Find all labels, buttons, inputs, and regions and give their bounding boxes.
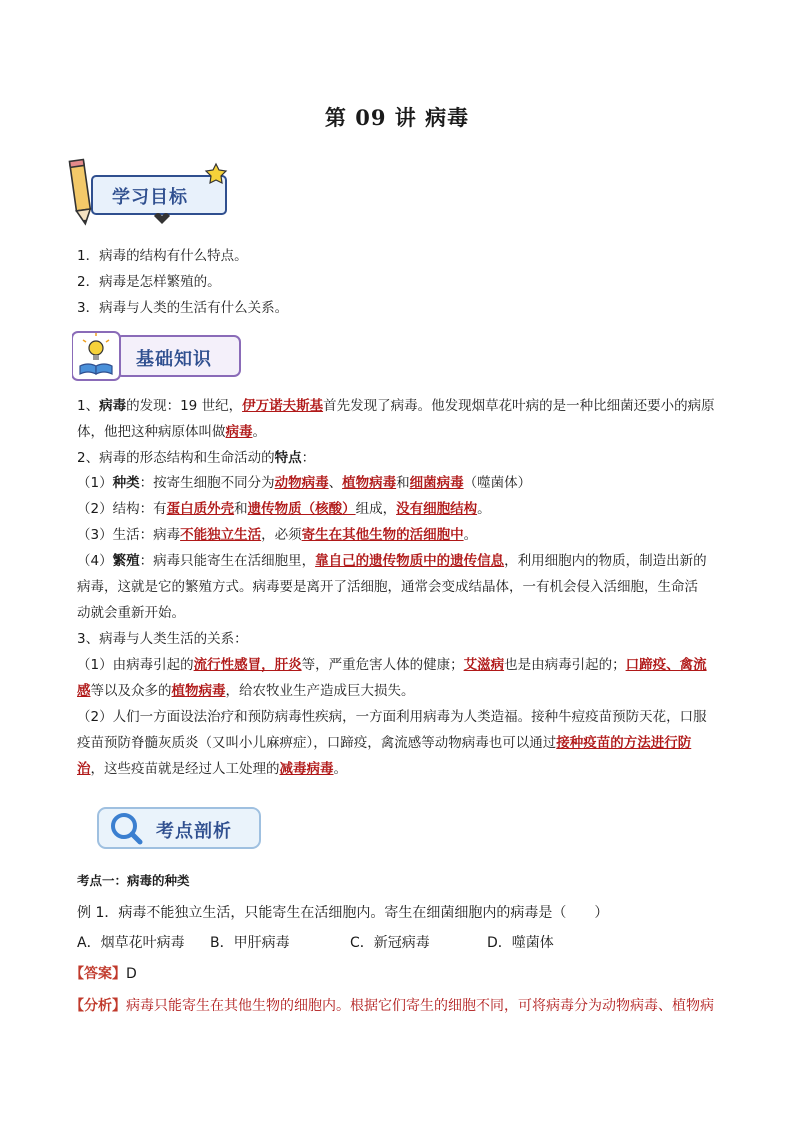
knowledge-3-2-line-3: 治，这些疫苗就是经过人工处理的减毒病毒。 <box>77 761 347 777</box>
example-question: 例 1．病毒不能独立生活，只能寄生在活细胞内。寄生在细菌细胞内的病毒是（ ） <box>77 905 609 921</box>
knowledge-2-life: （3）生活：病毒不能独立生活，必须寄生在其他生物的活细胞中。 <box>77 527 478 543</box>
answer: 【答案】D <box>70 966 137 982</box>
knowledge-3-1-line-1: （1）由病毒引起的流行性感冒，肝炎等，严重危害人体的健康；艾滋病也是由病毒引起的；口蹄疫、禽流 <box>77 657 707 673</box>
page-title: 第 09 讲 病毒 <box>324 105 470 130</box>
knowledge-3-1-line-2: 感等以及众多的植物病毒，给农牧业生产造成巨大损失。 <box>77 683 415 699</box>
knowledge-2-heading: 2、病毒的形态结构和生命活动的特点： <box>77 450 316 466</box>
knowledge-1-line-2: 体，他把这种病原体叫做病毒。 <box>77 424 266 440</box>
knowledge-2-reproduction-1: （4）繁殖：病毒只能寄生在活细胞里，靠自己的遗传物质中的遗传信息，利用细胞内的物质，制造出新的 <box>77 553 707 569</box>
option-a: A．烟草花叶病毒 <box>77 935 185 951</box>
exam-point-heading: 考点一：病毒的种类 <box>77 873 190 888</box>
analysis: 【分析】病毒只能寄生在其他生物的细胞内。根据它们寄生的细胞不同，可将病毒分为动物病毒、植物病 <box>70 998 714 1014</box>
exam-points-badge <box>96 802 264 854</box>
goal-item: 1．病毒的结构有什么特点。 <box>77 248 248 264</box>
goal-item: 3．病毒与人类的生活有什么关系。 <box>77 300 289 316</box>
knowledge-3-heading: 3、病毒与人类生活的关系： <box>77 631 248 647</box>
exam-points-title: 考点剖析 <box>156 821 232 842</box>
basic-knowledge-badge <box>72 330 244 382</box>
knowledge-2-structure: （2）结构：有蛋白质外壳和遗传物质（核酸）组成，没有细胞结构。 <box>77 501 491 517</box>
knowledge-1-line-1: 1、病毒的发现：19 世纪，伊万诺夫斯基首先发现了病毒。他发现烟草花叶病的是一种比细菌还要小的病原 <box>77 398 715 414</box>
knowledge-2-reproduction-3: 动就会重新开始。 <box>77 605 185 621</box>
option-d: D．噬菌体 <box>487 935 554 951</box>
knowledge-2-types: （1）种类：按寄生细胞不同分为动物病毒、植物病毒和细菌病毒（噬菌体） <box>77 475 532 491</box>
learning-goals-title: 学习目标 <box>112 187 188 208</box>
basic-knowledge-title: 基础知识 <box>136 349 212 370</box>
knowledge-3-2-line-1: （2）人们一方面设法治疗和预防病毒性疾病，一方面利用病毒为人类造福。接种牛痘疫苗预防天花，口服 <box>77 709 707 725</box>
goal-item: 2．病毒是怎样繁殖的。 <box>77 274 221 290</box>
option-c: C．新冠病毒 <box>350 935 430 951</box>
learning-goals-badge <box>66 158 238 228</box>
knowledge-2-reproduction-2: 病毒，这就是它的繁殖方式。病毒要是离开了活细胞，通常会变成结晶体，一有机会侵入活细胞，生命活 <box>77 579 698 595</box>
option-b: B．甲肝病毒 <box>210 935 290 951</box>
knowledge-3-2-line-2: 疫苗预防脊髓灰质炎（又叫小儿麻痹症），口蹄疫，禽流感等动物病毒也可以通过接种疫苗的方法进行防 <box>77 735 692 751</box>
